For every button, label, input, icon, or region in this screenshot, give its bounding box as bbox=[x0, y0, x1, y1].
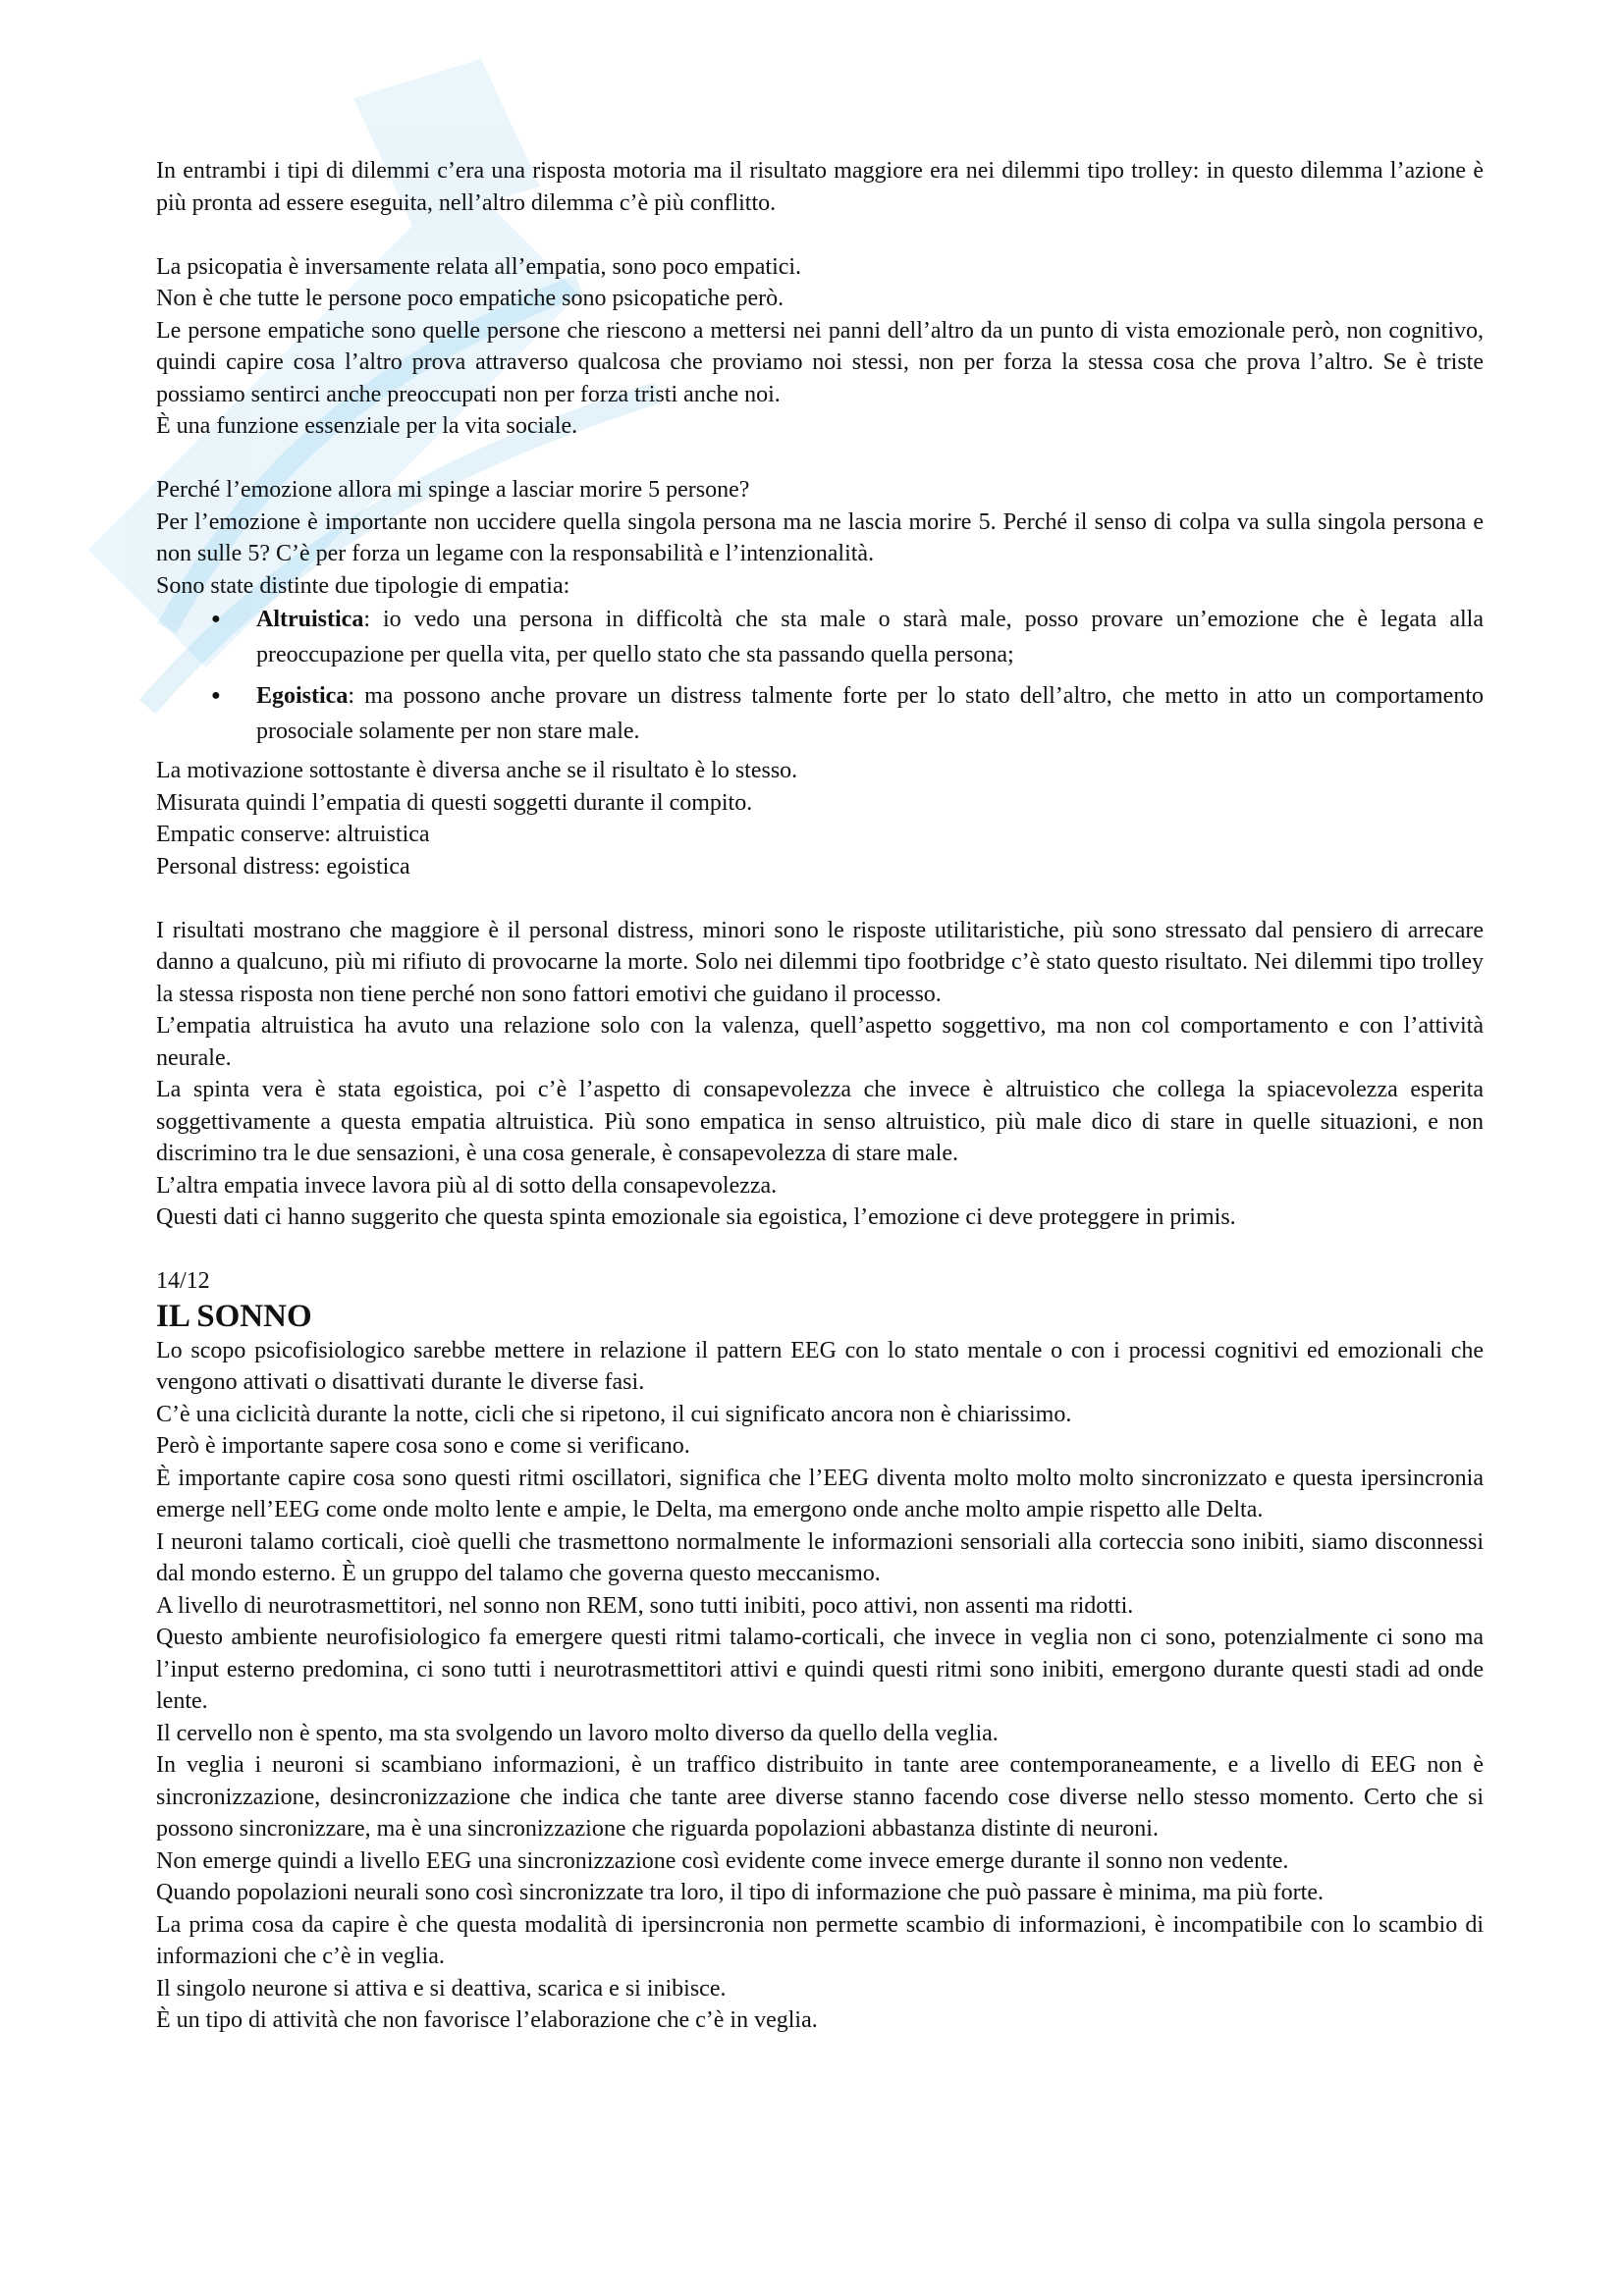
paragraph-emozione bbox=[156, 474, 1484, 602]
paragraph-sonno bbox=[156, 1335, 1484, 2037]
text-line: Questi dati ci hanno suggerito che questa spinta emozionale sia egoistica, l’emozione ci deve proteggere in primis. bbox=[156, 1204, 1236, 1230]
text-line: L’altra empatia invece lavora più al di sotto della consapevolezza. bbox=[156, 1172, 778, 1199]
text-line: In veglia i neuroni si scambiano informazioni, è un traffico distribuito in tante aree contemporaneamente, e a livello di EEG non è sincronizzazione, desincronizzazione che indica che tante aree diverse stanno facendo cose diverse nello stesso momento. Certo che si possono sincronizzare, ma è una sincronizzazione che riguarda popolazioni abbastanza distinte di neuroni. bbox=[156, 1752, 1484, 1842]
text-line: La spinta vera è stata egoistica, poi c’è l’aspetto di consapevolezza che invece è altruistico che collega la spiacevolezza esperita soggettivamente a questa empatia altruistica. Più sono empatica in senso altruistico, più male dico di stare in quelle situazioni, e non discrimino tra le due sensazioni, è una cosa generale, è consapevolezza di stare male. bbox=[156, 1077, 1484, 1166]
definition: : io vedo una persona in difficoltà che sta male o starà male, posso provare un’emozione che è legata alla preoccupazione per quella vita, per quello stato che sta passando quella persona; bbox=[256, 607, 1484, 667]
text-line: Personal distress: egoistica bbox=[156, 853, 410, 880]
text-line: La psicopatia è inversamente relata all’empatia, sono poco empatici. bbox=[156, 253, 802, 280]
text-line: Empatic conserve: altruistica bbox=[156, 822, 430, 847]
text-line: Però è importante sapere cosa sono e come si verificano. bbox=[156, 1433, 690, 1459]
text-line: È importante capire cosa sono questi ritmi oscillatori, significa che l’EEG diventa molto molto molto sincronizzato e questa ipersincronia emerge nell’EEG come onde molto lente e ampie, le Delta, ma emergono onde anche molto ampie rispetto alle Delta. bbox=[156, 1465, 1484, 1522]
section-heading: IL SONNO bbox=[156, 1298, 312, 1334]
text-line: Non emerge quindi a livello EEG una sincronizzazione così evidente come invece emerge durante il sonno non vedente. bbox=[156, 1847, 1289, 1874]
text-line: Sono state distinte due tipologie di empatia: bbox=[156, 572, 570, 599]
text-line: Per l’emozione è importante non uccidere quella singola persona ma ne lascia morire 5. Perché il senso di colpa va sulla singola persona e non sulle 5? C’è per forza un legame con la responsabilità e l’intenzionalità. bbox=[156, 508, 1484, 566]
text-line: Le persone empatiche sono quelle persone che riescono a mettersi nei panni dell’altro da un punto di vista emozionale però, non cognitivo, quindi capire cosa l’altro prova attraverso qualcosa che proviamo noi stessi, non per forza la stessa cosa che prova l’altro. Se è triste possiamo sentirci anche preoccupati non per forza tristi anche noi. bbox=[156, 317, 1484, 407]
text-line: In entrambi i tipi di dilemmi c’era una risposta motoria ma il risultato maggiore era nei dilemmi tipo trolley: in questo dilemma l’azione è più pronta ad essere eseguita, nell’altro dilemma c’è più conflitto. bbox=[156, 158, 1484, 216]
paragraph-motivazione bbox=[156, 755, 1484, 882]
empathy-types-list bbox=[156, 602, 1484, 749]
text-line: I neuroni talamo corticali, cioè quelli che trasmettono normalmente le informazioni sensoriali alla corteccia sono inibiti, siamo disconnessi dal mondo esterno. È un gruppo del talamo che governa questo meccanismo. bbox=[156, 1528, 1484, 1586]
text-line: Questo ambiente neurofisiologico fa emergere questi ritmi talamo-corticali, che invece in veglia non ci sono, potenzialmente ci sono ma l’input esterno predomina, ci sono tutti i neurotrasmettitori attivi e quindi questi ritmi sono inibiti, emergono durante questi stadi ad onde lente. bbox=[156, 1625, 1484, 1714]
text-line: Il cervello non è spento, ma sta svolgendo un lavoro molto diverso da quello della veglia. bbox=[156, 1720, 999, 1746]
list-item bbox=[256, 678, 1484, 749]
term-egoistica: Egoistica bbox=[256, 683, 349, 709]
list-item bbox=[256, 602, 1484, 672]
text-line: L’empatia altruistica ha avuto una relazione solo con la valenza, quell’aspetto soggettivo, ma non col comportamento e con l’attività neurale. bbox=[156, 1013, 1484, 1071]
text-line: Lo scopo psicofisiologico sarebbe mettere in relazione il pattern EEG con lo stato mentale o con i processi cognitivi ed emozionali che vengono attivati o disattivati durante le diverse fasi. bbox=[156, 1337, 1484, 1395]
lecture-date: 14/12 bbox=[156, 1268, 210, 1294]
text-line: Il singolo neurone si attiva e si deattiva, scarica e si inibisce. bbox=[156, 1975, 727, 2002]
text-line: Misurata quindi l’empatia di questi soggetti durante il compito. bbox=[156, 789, 753, 816]
text-line: La motivazione sottostante è diversa anche se il risultato è lo stesso. bbox=[156, 758, 798, 783]
paragraph-risultati bbox=[156, 915, 1484, 1234]
text-line: A livello di neurotrasmettitori, nel sonno non REM, sono tutti inibiti, poco attivi, non assenti ma ridotti. bbox=[156, 1592, 1134, 1619]
paragraph-dilemmi bbox=[156, 155, 1484, 219]
text-line: C’è una ciclicità durante la notte, cicli che si ripetono, il cui significato ancora non è chiarissimo. bbox=[156, 1401, 1072, 1427]
text-line: Quando popolazioni neurali sono così sincronizzate tra loro, il tipo di informazione che può passare è minima, ma più forte. bbox=[156, 1880, 1324, 1905]
text-line: La prima cosa da capire è che questa modalità di ipersincronia non permette scambio di informazioni, è incompatibile con lo scambio di informazioni che c’è in veglia. bbox=[156, 1911, 1484, 1969]
text-line: I risultati mostrano che maggiore è il personal distress, minori sono le risposte utilitaristiche, più sono stressato dal pensiero di arrecare danno a qualcuno, più mi rifiuto di provocarne la morte. Solo nei dilemmi tipo footbridge c’è stato questo risultato. Nei dilemmi tipo trolley la stessa risposta non tiene perché non sono fattori emotivi che guidano il processo. bbox=[156, 917, 1484, 1007]
term-altruistica: Altruistica bbox=[256, 607, 364, 632]
definition: : ma possono anche provare un distress talmente forte per lo stato dell’altro, che metto in atto un comportamento prosociale solamente per non stare male. bbox=[256, 683, 1484, 744]
text-line: È un tipo di attività che non favorisce l’elaborazione che c’è in veglia. bbox=[156, 2007, 818, 2033]
document-page bbox=[156, 155, 1484, 2037]
text-line: È una funzione essenziale per la vita sociale. bbox=[156, 413, 578, 439]
text-line: Non è che tutte le persone poco empatiche sono psicopatiche però. bbox=[156, 286, 784, 311]
text-line: Perché l’emozione allora mi spinge a lasciar morire 5 persone? bbox=[156, 477, 750, 503]
paragraph-psicopatia bbox=[156, 251, 1484, 443]
